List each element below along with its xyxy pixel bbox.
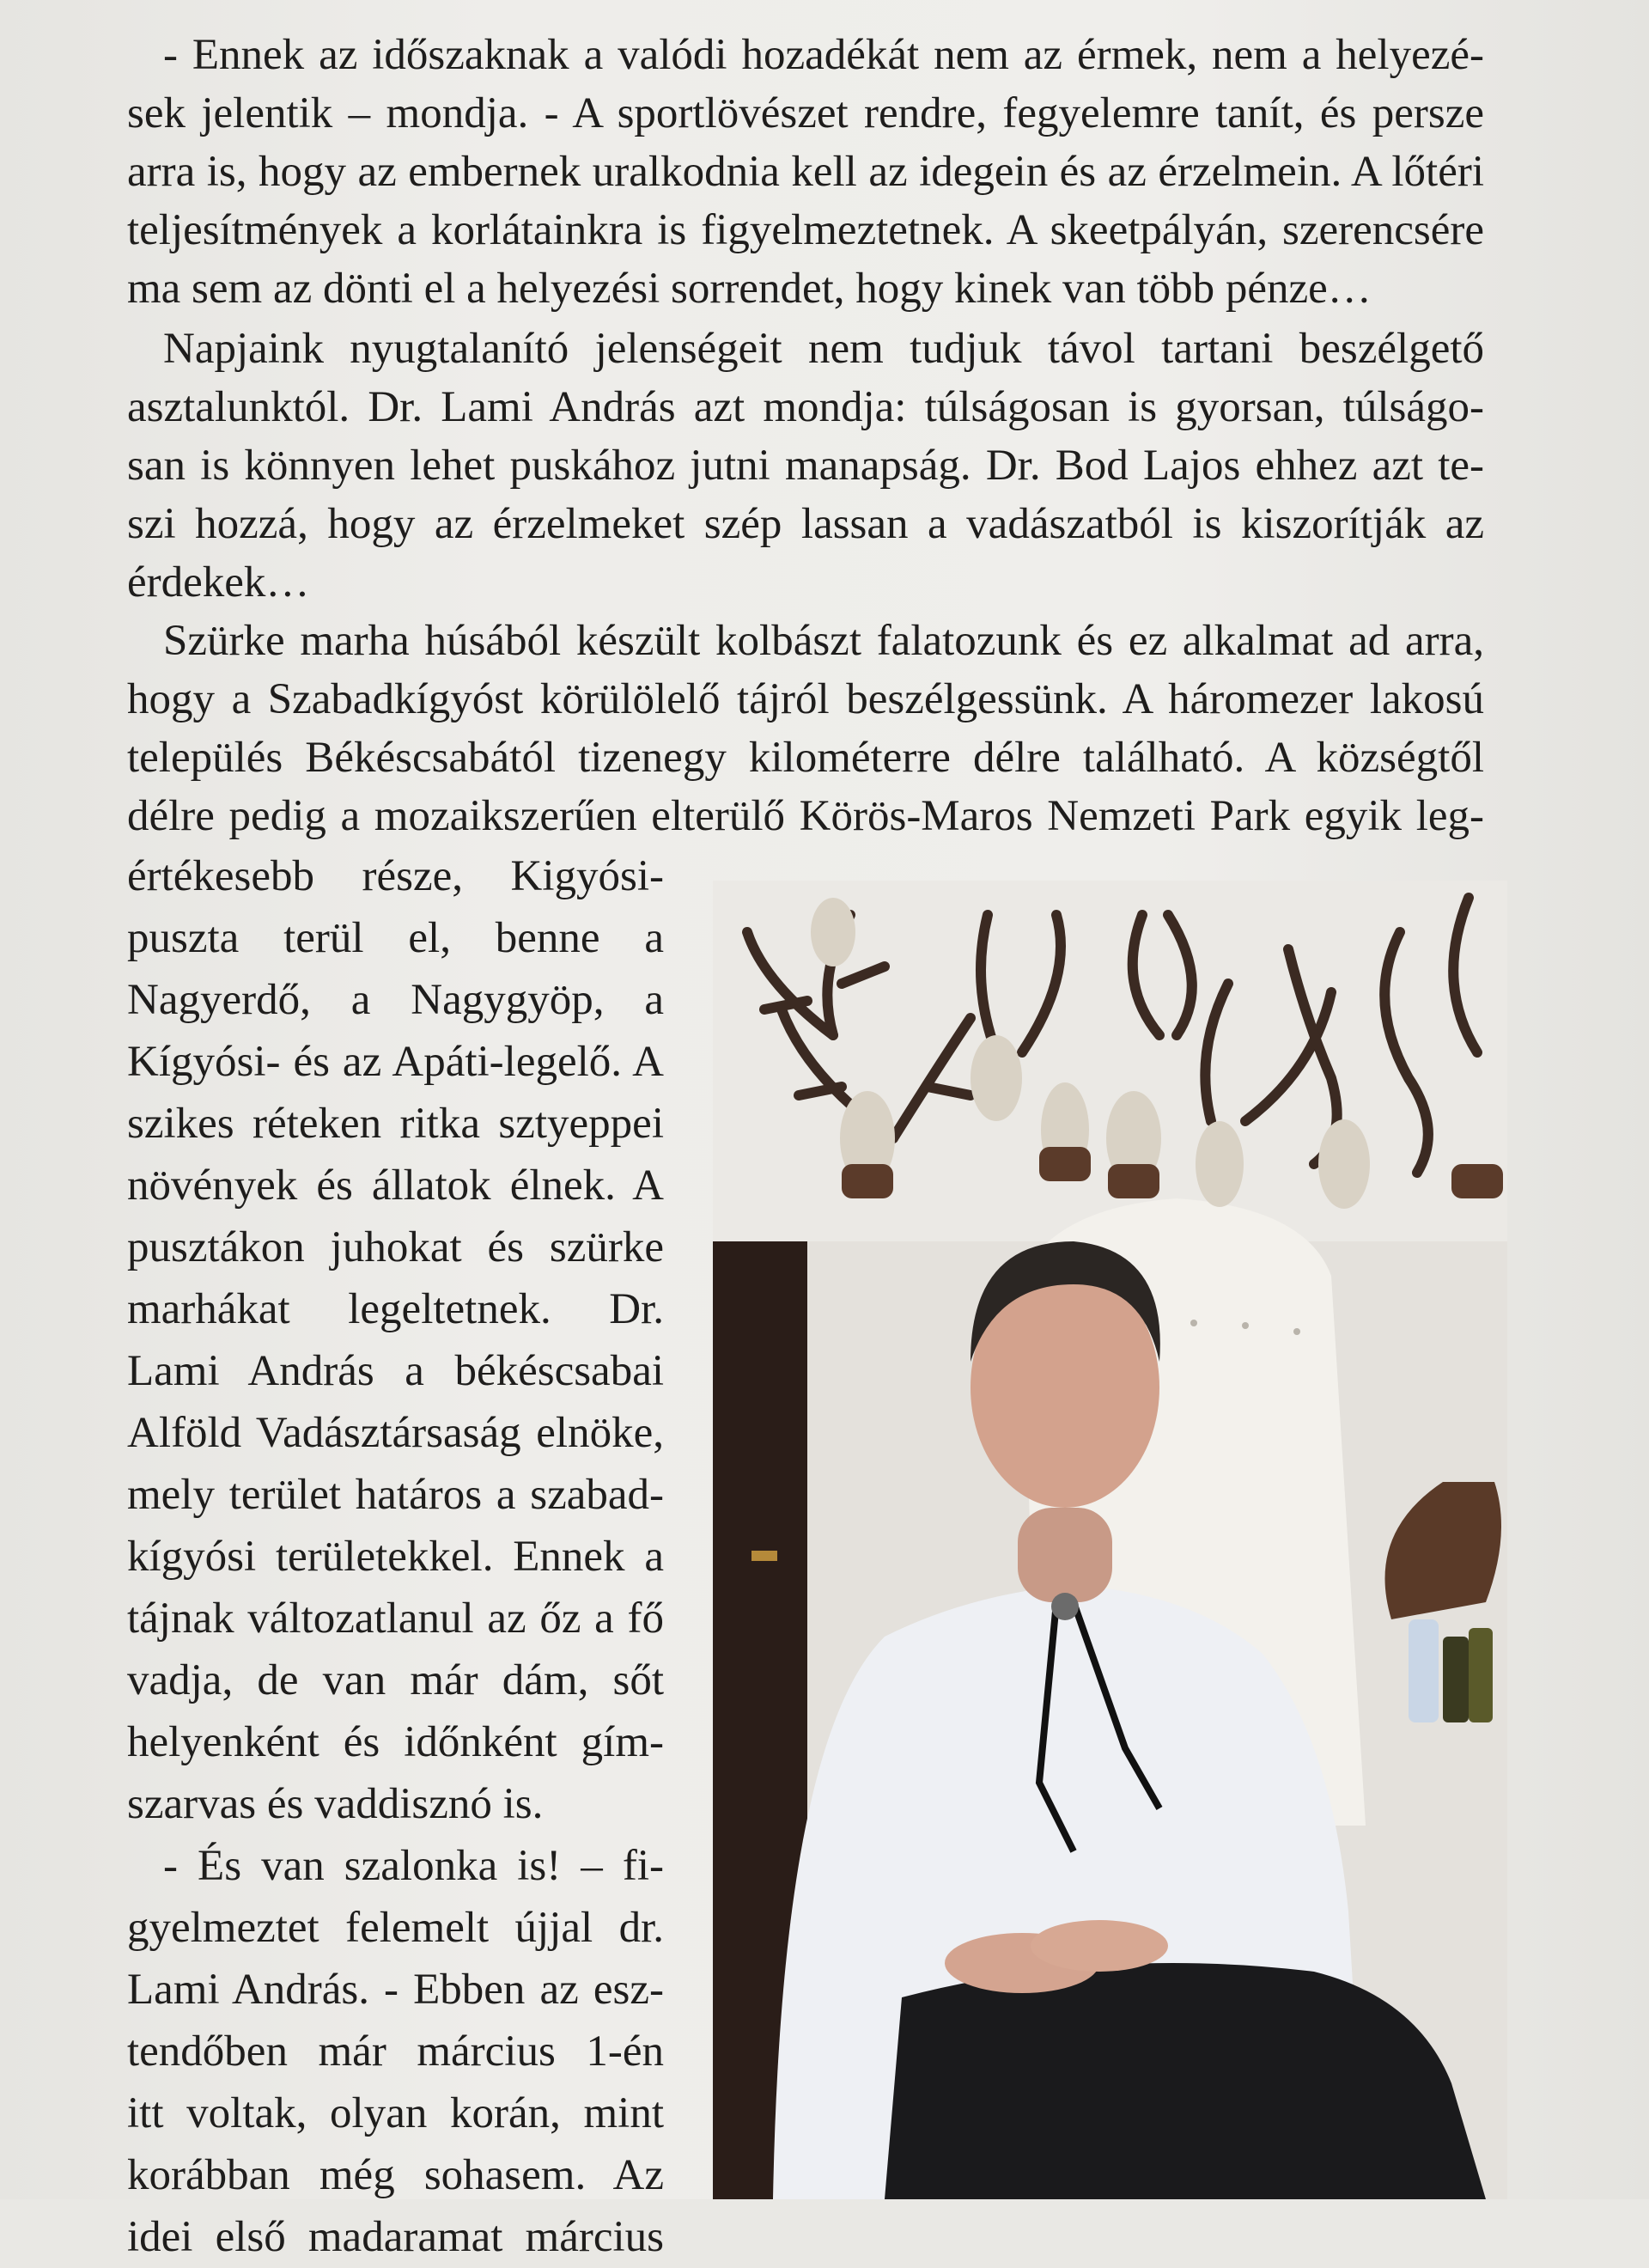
text-line: - Ennek az időszaknak a valódi hozadékát nem az érmek, nem a helyezé-	[163, 31, 1484, 79]
column-line: puszta terül el, benne a	[127, 914, 664, 962]
column-line: gyelmeztet felemelt újjal dr.	[127, 1904, 664, 1952]
text-line: Napjaink nyugtalanító jelenségeit nem tudjuk távol tartani beszélgető	[163, 325, 1484, 373]
text-line: san is könnyen lehet puskához jutni manapság. Dr. Bod Lajos ehhez azt te-	[127, 442, 1484, 490]
text-line: arra is, hogy az embernek uralkodnia kell az idegein és az érzelmein. A lőtéri	[127, 148, 1484, 196]
column-line: tájnak változatlanul az őz a fő	[127, 1594, 664, 1643]
text-line: asztalunktól. Dr. Lami András azt mondja: túlságosan is gyorsan, túlságo-	[127, 383, 1484, 431]
column-line: itt voltak, olyan korán, mint	[127, 2089, 664, 2137]
column-line: - És van szalonka is! – fi-	[163, 1842, 664, 1890]
column-line: mely terület határos a szabad-	[127, 1471, 664, 1519]
column-line: idei első madaramat március	[127, 2213, 664, 2261]
text-line: délre pedig a mozaikszerűen elterülő Körös-Maros Nemzeti Park egyik leg-	[127, 792, 1484, 840]
column-line: pusztákon juhokat és szürke	[127, 1223, 664, 1271]
column-line: marhákat legeltetnek. Dr.	[127, 1285, 664, 1333]
text-line: Szürke marha húsából készült kolbászt falatozunk és ez alkalmat ad arra,	[163, 617, 1484, 665]
column-line: korábban még sohasem. Az	[127, 2151, 664, 2199]
trophy-room-photo	[713, 881, 1507, 2199]
column-line: növények és állatok élnek. A	[127, 1161, 664, 1210]
column-line: vadja, de van már dám, sőt	[127, 1656, 664, 1704]
text-line: település Békéscsabától tizenegy kilométerre délre található. A községtől	[127, 734, 1484, 782]
column-line: Lami András. - Ebben az esz-	[127, 1966, 664, 2014]
text-line: ma sem az dönti el a helyezési sorrendet, hogy kinek van több pénze…	[127, 265, 1372, 313]
text-line: érdekek…	[127, 558, 310, 607]
text-line: teljesítmények a korlátainkra is figyelmeztetnek. A skeetpályán, szerencsére	[127, 206, 1484, 254]
column-line: Nagyerdő, a Nagygyöp, a	[127, 976, 664, 1024]
column-line: Lami András a békéscsabai	[127, 1347, 664, 1395]
text-line: szi hozzá, hogy az érzelmeket szép lassan a vadászatból is kiszorítják az	[127, 500, 1484, 548]
column-line: Kígyósi- és az Apáti-legelő. A	[127, 1038, 664, 1086]
column-line: tendőben már március 1-én	[127, 2027, 664, 2076]
column-line: helyenként és időnként gím-	[127, 1718, 664, 1766]
text-line: sek jelentik – mondja. - A sportlövészet rendre, fegyelemre tanít, és persze	[127, 89, 1484, 137]
column-line: szarvas és vaddisznó is.	[127, 1780, 544, 1828]
column-line: kígyósi területekkel. Ennek a	[127, 1533, 664, 1581]
column-line: értékesebb része, Kigyósi-	[127, 852, 664, 900]
column-line: Alföld Vadásztársaság elnöke,	[127, 1409, 664, 1457]
column-line: szikes réteken ritka sztyeppei	[127, 1100, 664, 1148]
text-line: hogy a Szabadkígyóst körülölelő tájról beszélgessünk. A háromezer lakosú	[127, 675, 1484, 723]
